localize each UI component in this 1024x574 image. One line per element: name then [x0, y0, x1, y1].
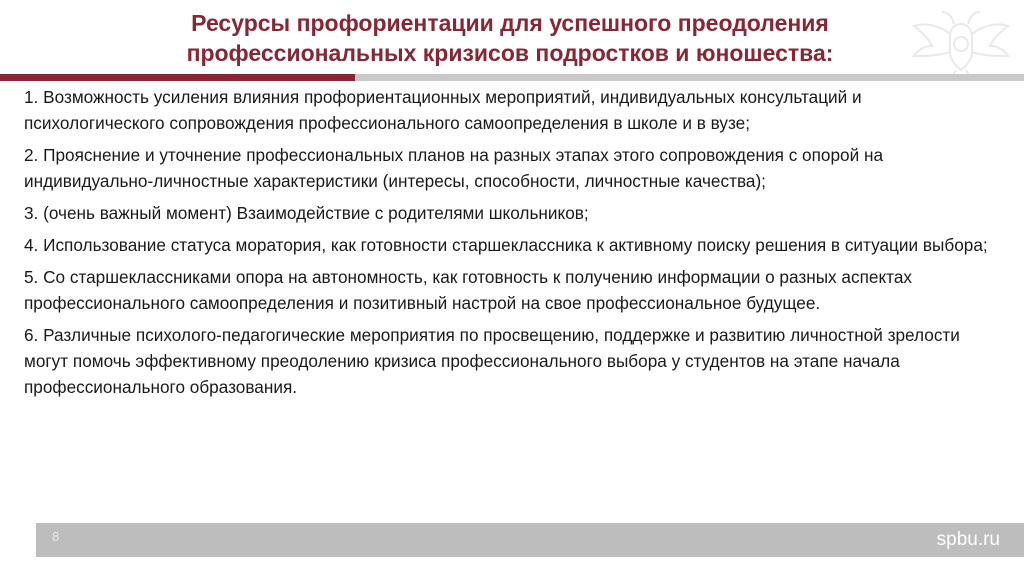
slide-title-line-1: Ресурсы профориентации для успешного преодоления: [191, 10, 829, 36]
site-label: spbu.ru: [936, 529, 1000, 550]
slide-title-line-2: профессиональных кризисов подростков и юношества:: [186, 40, 834, 66]
list-item-5: 5. Со старшеклассниками опора на автономность, как готовность к получению информации о разных аспектах профессионального самоопределения и позитивный настрой на свое профессиональное будущее.: [24, 267, 912, 313]
list-item-2: 2. Прояснение и уточнение профессиональных планов на разных этапах этого сопровождения с опорой на индивидуально-личностные характеристики (интересы, способности, личностные качества);: [24, 145, 884, 191]
list-item-4: 4. Использование статуса моратория, как готовности старшеклассника к активному поиску решения в ситуации выбора;: [24, 235, 988, 255]
slide-title: [120, 8, 900, 68]
emblem-icon: [906, 4, 1016, 82]
list-item-1: 1. Возможность усиления влияния профориентационных мероприятий, индивидуальных консультаций и психологического сопровождения профессионального самоопределения в школе и в вузе;: [24, 87, 862, 133]
title-divider-grey-segment: [355, 74, 1024, 81]
title-divider: [0, 74, 1024, 81]
slide-body: [24, 84, 999, 406]
footer-bar: [36, 523, 1024, 557]
list-item-3: 3. (очень важный момент) Взаимодействие с родителями школьников;: [24, 203, 589, 223]
title-divider-red-segment: [0, 74, 355, 81]
page-number: 8: [52, 529, 60, 544]
list-item-6: 6. Различные психолого-педагогические мероприятия по просвещению, поддержке и развитию личностной зрелости могут помочь эффективному преодолению кризиса профессионального выбора у студентов на этапе начала профессионального образования.: [24, 325, 960, 397]
